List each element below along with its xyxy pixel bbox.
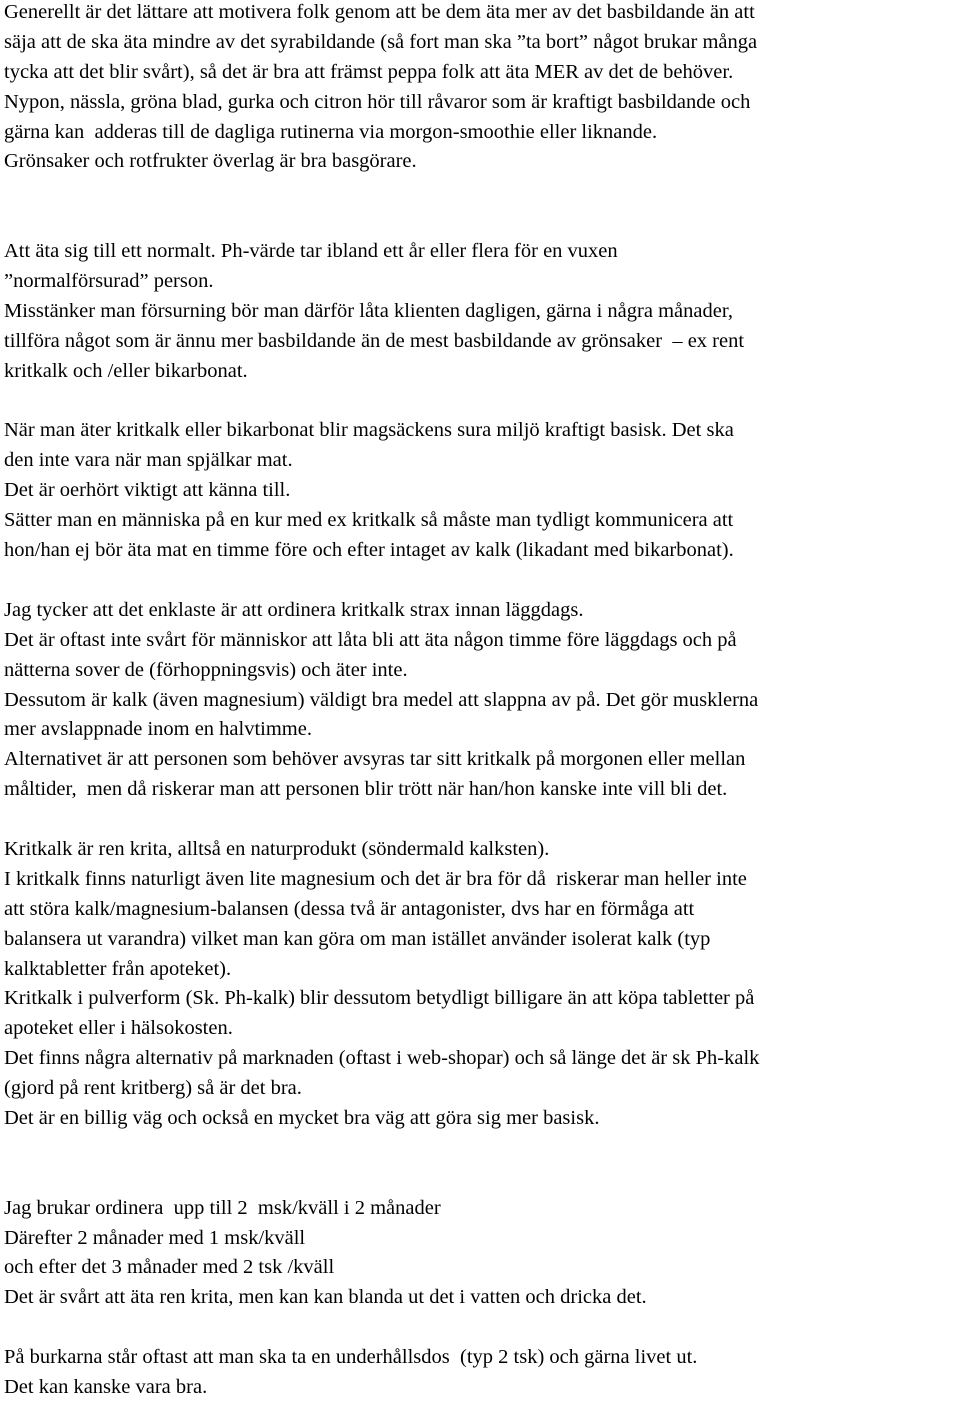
text-line: Nypon, nässla, gröna blad, gurka och citron hör till råvaror som är kraftigt basbildande och — [4, 90, 751, 113]
text-line: tillföra något som är ännu mer basbildande än de mest basbildande av grönsaker – ex rent — [4, 329, 745, 352]
text-line: balansera ut varandra) vilket man kan göra om man istället använder isolerat kalk (typ — [4, 927, 711, 950]
paragraph-maintenance — [4, 1343, 958, 1403]
text-line: tycka att det blir svårt), så det är bra att främst peppa folk att äta MER av det de behöver. — [4, 60, 734, 83]
text-line: På burkarna står oftast att man ska ta en underhållsdos (typ 2 tsk) och gärna livet ut. — [4, 1346, 698, 1369]
paragraph-motivation — [4, 0, 958, 177]
text-line: Kritkalk i pulverform (Sk. Ph-kalk) blir dessutom betydligt billigare än att köpa tabletter på — [4, 987, 755, 1010]
text-line: nätterna sover de (förhoppningsvis) och äter inte. — [4, 658, 408, 681]
text-line: Dessutom är kalk (även magnesium) väldigt bra medel att slappna av på. Det gör musklerna — [4, 688, 759, 711]
paragraph-spacer — [4, 177, 958, 237]
text-line: Det är oerhört viktigt att känna till. — [4, 479, 291, 502]
text-line: Att äta sig till ett normalt. Ph-värde tar ibland ett år eller flera för en vuxen — [4, 240, 618, 263]
text-line: apoteket eller i hälsokosten. — [4, 1017, 233, 1040]
text-line: Misstänker man försurning bör man därför låta klienten dagligen, gärna i några månader, — [4, 299, 733, 322]
text-line: mer avslappnade inom en halvtimme. — [4, 718, 312, 741]
text-line: måltider, men då riskerar man att personen blir trött när han/hon kanske inte vill bli det. — [4, 778, 728, 801]
text-line: kritkalk och /eller bikarbonat. — [4, 359, 248, 382]
text-line: (gjord på rent kritberg) så är det bra. — [4, 1077, 302, 1100]
text-line: Det finns några alternativ på marknaden (oftast i web-shopar) och så länge det är sk Ph-kalk — [4, 1047, 760, 1070]
text-line: Sätter man en människa på en kur med ex kritkalk så måste man tydligt kommunicera att — [4, 509, 734, 532]
paragraph-spacer — [4, 805, 958, 835]
text-line: Grönsaker och rotfrukter överlag är bra basgörare. — [4, 150, 417, 173]
text-line: Det kan kanske vara bra. — [4, 1376, 208, 1398]
text-line: och efter det 3 månader med 2 tsk /kväll — [4, 1256, 335, 1279]
paragraph-kritkalk — [4, 835, 958, 1134]
text-line: att störa kalk/magnesium-balansen (dessa två är antagonister, dvs har en förmåga att — [4, 897, 695, 920]
text-line: När man äter kritkalk eller bikarbonat blir magsäckens sura miljö kraftigt basisk. Det ska — [4, 419, 734, 442]
text-line: Det är en billig väg och också en mycket bra väg att göra sig mer basisk. — [4, 1106, 600, 1129]
paragraph-dosage — [4, 1194, 958, 1314]
text-line: Det är oftast inte svårt för människor att låta bli att äta någon timme före läggdags och på — [4, 628, 737, 651]
text-line: Generellt är det lättare att motivera folk genom att be dem äta mer av det basbildande än att — [4, 1, 755, 23]
text-line: Jag brukar ordinera upp till 2 msk/kväll i 2 månader — [4, 1196, 441, 1219]
paragraph-normal-ph — [4, 237, 958, 386]
paragraph-bedtime — [4, 596, 958, 805]
text-line: hon/han ej bör äta mat en timme före och efter intaget av kalk (likadant med bikarbonat). — [4, 539, 734, 562]
text-line: kalktabletter från apoteket). — [4, 957, 232, 980]
text-line: I kritkalk finns naturligt även lite magnesium och det är bra för då riskerar man heller inte — [4, 867, 747, 890]
text-line: gärna kan adderas till de dagliga rutinerna via morgon-smoothie eller liknande. — [4, 120, 658, 143]
text-line: Kritkalk är ren krita, alltså en naturprodukt (söndermald kalksten). — [4, 837, 550, 860]
document-page — [4, 0, 958, 1403]
text-line: Alternativet är att personen som behöver avsyras tar sitt kritkalk på morgonen eller mellan — [4, 748, 746, 771]
paragraph-spacer — [4, 1134, 958, 1194]
paragraph-spacer — [4, 1313, 958, 1343]
text-line: Det är svårt att äta ren krita, men kan kan blanda ut det i vatten och dricka det. — [4, 1286, 647, 1309]
text-line: Därefter 2 månader med 1 msk/kväll — [4, 1226, 306, 1249]
paragraph-spacer — [4, 387, 958, 417]
text-line: Jag tycker att det enklaste är att ordinera kritkalk strax innan läggdags. — [4, 598, 584, 621]
paragraph-spacer — [4, 566, 958, 596]
paragraph-stomach — [4, 416, 958, 565]
text-line: ”normalförsurad” person. — [4, 270, 214, 293]
text-line: säja att de ska äta mindre av det syrabildande (så fort man ska ”ta bort” något brukar många — [4, 30, 758, 53]
text-line: den inte vara när man spjälkar mat. — [4, 449, 293, 472]
